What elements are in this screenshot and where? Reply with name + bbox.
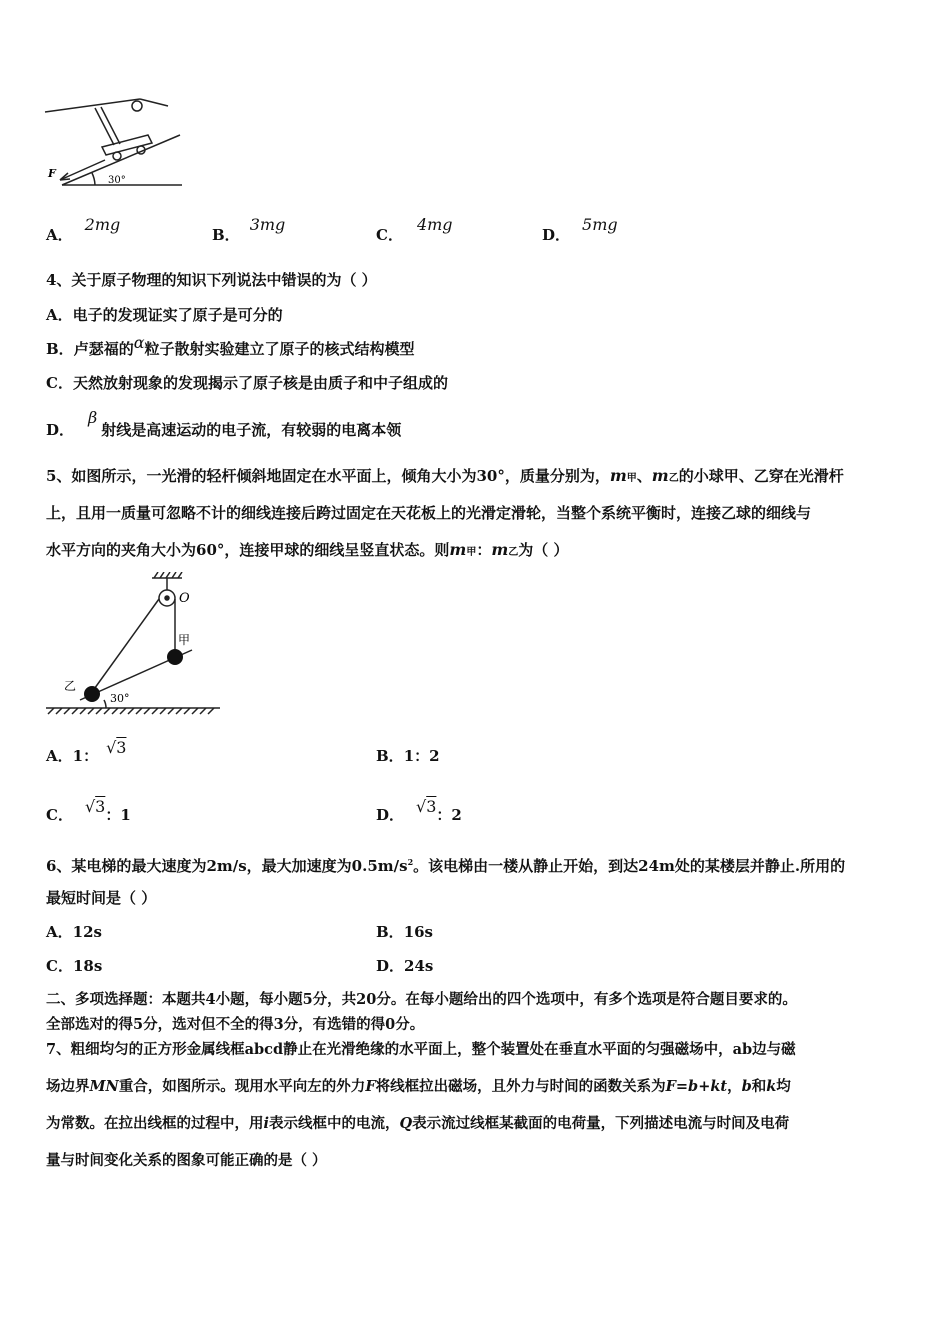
q6-stem-part: 。该电梯由一楼从静止开始，到达24m处的某楼层并静止.所用的	[413, 857, 846, 875]
small-ball	[132, 101, 142, 111]
option-letter: D．	[542, 226, 571, 244]
q7-line2	[46, 1077, 791, 1097]
q7-var-f: F	[365, 1078, 376, 1095]
pulley-label: O	[179, 591, 190, 606]
q5-option-c[interactable]	[46, 797, 131, 825]
option-letter: B．	[376, 923, 404, 941]
pulley-rod-figure	[40, 572, 230, 720]
option-text-post: 射线是高速运动的电子流，有较弱的电离本领	[101, 421, 402, 439]
option-letter: C．	[376, 226, 403, 244]
q4-option-a[interactable]	[46, 305, 283, 325]
q5-stem-line2: 上，且用一质量可忽略不计的细线连接后跨过固定在天花板上的光滑定滑轮，当整个系统平衡时，连接乙球的细线与	[46, 504, 812, 522]
q7-var-k: k	[766, 1078, 777, 1095]
q7-text: 为常数。在拉出线框的过程中，用	[46, 1115, 264, 1132]
q6-stem-line2: 最短时间是（ ）	[46, 889, 157, 907]
angle-label: 30°	[108, 175, 126, 186]
option-letter: D．	[376, 957, 405, 975]
mass-subscript: 甲	[626, 473, 637, 484]
mass-symbol: m	[609, 466, 627, 485]
sqrt-expression: √3	[416, 797, 437, 816]
option-value: 3mg	[249, 215, 286, 234]
mass-subscript: 甲	[466, 547, 477, 558]
option-text: 12s	[72, 923, 102, 941]
q7-equation: F=b+kt	[665, 1078, 728, 1095]
option-letter: A．	[46, 747, 73, 765]
ground-hatch	[48, 708, 214, 714]
q7-line1: 7、粗细均匀的正方形金属线框abcd静止在光滑绝缘的水平面上，整个装置处在垂直水平面的匀强磁场中，ab边与磁	[46, 1041, 796, 1058]
radicand: 3	[95, 797, 106, 816]
option-text: 天然放射现象的发现揭示了原子核是由质子和中子组成的	[72, 374, 448, 392]
cart-wheel-1	[113, 152, 121, 160]
beta-symbol: β	[88, 408, 98, 427]
q6-stem-part: 6、某电梯的最大速度为2m/s，最大加速度为0.5m/s	[46, 857, 408, 875]
q6-option-c[interactable]	[46, 956, 102, 976]
q6-option-b[interactable]	[376, 922, 433, 942]
q5-stem-part: 水平方向的夹角大小为60°，连接甲球的细线呈竖直状态。则	[46, 541, 450, 559]
q5-stem-part: 5、如图所示，一光滑的轻杆倾斜地固定在水平面上，倾角大小为30°，质量分别为，	[46, 467, 610, 485]
q3-option-b[interactable]	[212, 215, 286, 245]
q7-text: 重合，如图所示。现用水平向左的外力	[118, 1078, 366, 1095]
separator: 、	[636, 467, 652, 485]
q3-option-c[interactable]	[376, 215, 453, 245]
ceiling-hatch	[154, 572, 182, 578]
q7-var-i: i	[263, 1115, 270, 1132]
q7-line4: 量与时间变化关系的图象可能正确的是（ ）	[46, 1152, 327, 1169]
force-label: F	[48, 167, 56, 180]
q5-stem-line3	[46, 540, 569, 563]
q3-option-a[interactable]	[46, 215, 121, 245]
angle-label: 30°	[110, 692, 130, 705]
mass-subscript: 乙	[508, 547, 519, 558]
ratio-colon: ：	[476, 541, 492, 559]
section2-line1: 二、多项选择题：本题共4小题，每小题5分，共20分。在每小题给出的四个选项中，有多个选项是符合题目要求的。	[46, 991, 797, 1008]
q7-text: 和	[751, 1078, 767, 1095]
option-value: 5mg	[582, 215, 618, 234]
option-letter: A．	[46, 306, 73, 324]
option-letter: C．	[46, 374, 73, 392]
angle-arc	[92, 173, 95, 185]
radicand: 3	[116, 738, 127, 757]
option-letter: D．	[46, 421, 75, 439]
option-letter: C．	[46, 806, 73, 824]
ball-yi-label: 乙	[64, 679, 77, 693]
q7-var-mn: MN	[89, 1078, 119, 1095]
ball-jia	[167, 649, 183, 665]
option-letter: D．	[376, 806, 405, 824]
ball-yi	[84, 686, 100, 702]
string-to-yi	[92, 599, 159, 692]
option-text-post: ：2	[436, 806, 462, 824]
q4-stem: 4、关于原子物理的知识下列说法中错误的为（ ）	[46, 271, 377, 289]
option-value: 2mg	[84, 215, 121, 234]
ball-jia-label: 甲	[178, 633, 191, 647]
option-letter: B．	[376, 747, 404, 765]
option-letter: A．	[46, 226, 73, 244]
option-text: 电子的发现证实了原子是可分的	[72, 306, 283, 324]
q7-text: 均	[776, 1078, 791, 1095]
q7-var-q: Q	[399, 1115, 413, 1132]
incline-cart-figure	[40, 95, 190, 190]
q5-option-d[interactable]	[376, 797, 462, 825]
q4-option-b[interactable]	[46, 333, 415, 359]
q7-text: 将线框拉出磁场，且外力与时间的函数关系为	[375, 1078, 666, 1095]
rod-to-ball-line	[140, 99, 168, 106]
q7-text: 表示流过线框某截面的电荷量，下列描述电流与时间及电荷	[412, 1115, 790, 1132]
q7-text: 场边界	[46, 1078, 90, 1095]
q5-stem-part: 的小球甲、乙穿在光滑杆	[678, 467, 844, 485]
option-text-pre: 卢瑟福的	[73, 340, 134, 358]
mass-symbol: m	[651, 466, 669, 485]
superscript: 2	[407, 857, 414, 867]
q7-line3	[46, 1114, 789, 1134]
option-text-post: ：1	[105, 806, 131, 824]
mass-symbol: m	[449, 540, 467, 559]
option-letter: A．	[46, 923, 73, 941]
angle-arc	[104, 700, 106, 708]
q6-option-a[interactable]	[46, 922, 102, 942]
section2-line2: 全部选对的得5分，选对但不全的得3分，有选错的得0分。	[46, 1016, 425, 1033]
q5-option-b[interactable]	[376, 746, 440, 766]
option-letter: B．	[46, 340, 74, 358]
q5-stem-line1	[46, 466, 844, 489]
alpha-symbol: α	[133, 333, 145, 352]
option-text: 16s	[403, 923, 434, 941]
q5-option-a[interactable]	[46, 738, 127, 766]
option-letter: C．	[46, 957, 73, 975]
sqrt-expression: √3	[106, 738, 127, 757]
q6-stem-line1	[46, 852, 845, 876]
q3-option-d[interactable]	[542, 215, 618, 245]
q5-stem-part: 为（ ）	[518, 541, 569, 559]
option-text-post: 粒子散射实验建立了原子的核式结构模型	[144, 340, 415, 358]
sqrt-expression: √3	[84, 797, 106, 816]
q4-option-c[interactable]	[46, 373, 448, 393]
q7-text: 表示线框中的电流，	[269, 1115, 400, 1132]
q7-text: ，	[727, 1078, 742, 1095]
option-text: 24s	[404, 957, 434, 975]
option-letter: B．	[212, 226, 240, 244]
q7-var-b: b	[741, 1078, 752, 1095]
mass-symbol: m	[491, 540, 509, 559]
option-text: 18s	[72, 957, 103, 975]
pulley-axle	[165, 596, 169, 600]
q4-option-d[interactable]	[46, 408, 402, 440]
option-text: 1：2	[403, 747, 440, 765]
option-text-pre: 1：	[72, 747, 99, 765]
radicand: 3	[426, 797, 437, 816]
rod-top-line	[45, 99, 140, 112]
mass-subscript: 乙	[668, 473, 679, 484]
option-value: 4mg	[416, 215, 453, 234]
q6-option-d[interactable]	[376, 956, 433, 976]
